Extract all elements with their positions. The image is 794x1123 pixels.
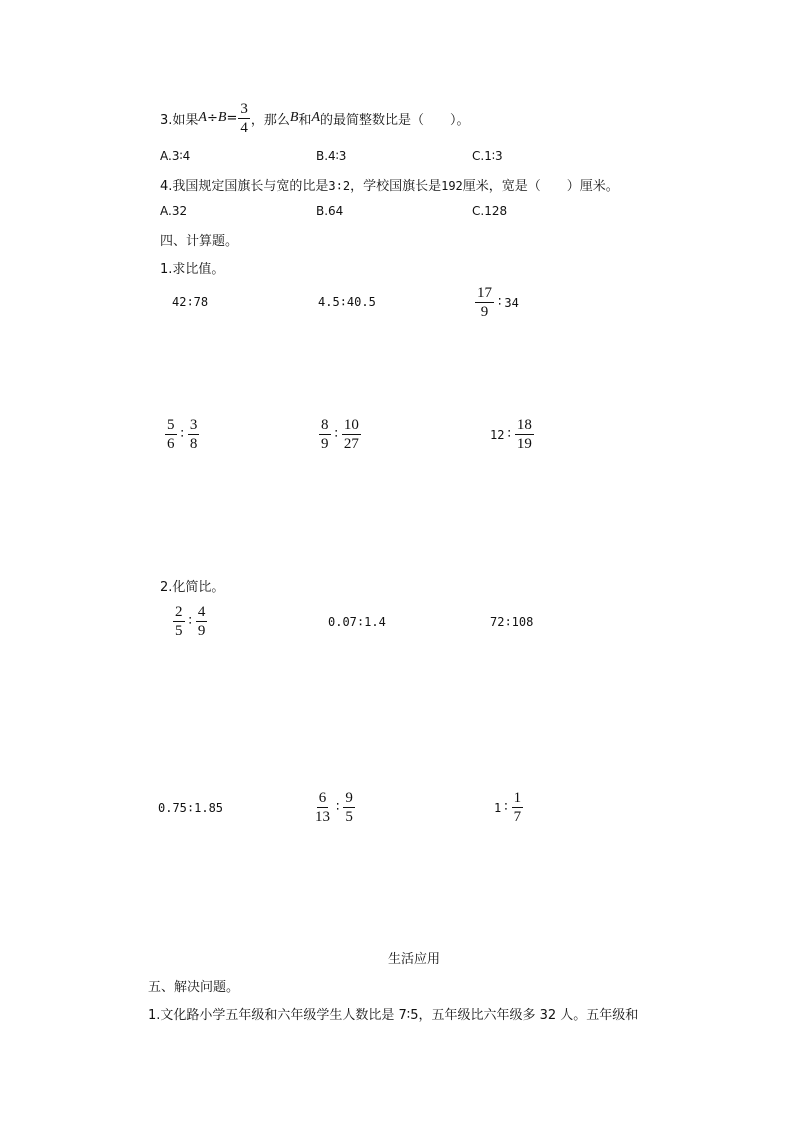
denominator: 19 [516,436,532,452]
calc2-expr-4: 0.75∶1.85 [158,801,224,815]
q3-option-a[interactable]: A.3∶4 [160,149,191,163]
q3-frac-numerator: 3 [240,100,248,117]
fraction [343,789,355,826]
section-5-title: 五、解决问题。 [148,980,240,995]
calc2-expr-1 [172,603,208,640]
denominator: 9 [321,436,329,452]
numerator: 8 [321,417,329,433]
question-4 [160,175,619,194]
q3-frac-denominator: 4 [240,119,248,136]
colon: ∶ [336,800,340,815]
numerator: 5 [167,417,175,433]
denominator: 6 [167,436,175,452]
q3-suffix: 的最简整数比是（ ）。 [320,112,470,128]
problem-1-text: 1.文化路小学五年级和六年级学生人数比是 7∶5，五年级比六年级多 32 人。五年级和 [148,1008,639,1023]
calc1-expr-3 [474,284,519,321]
denominator: 9 [197,623,206,639]
q4-option-c[interactable]: C.128 [472,204,508,218]
q4-number: 192 [441,179,463,193]
q3-option-b[interactable]: B.4∶3 [316,149,347,163]
denominator: 27 [343,436,359,452]
q3-eq-sign: = [226,110,238,126]
q4-text-c: 厘米，宽是（ ）厘米。 [462,179,619,194]
numerator: 1 [513,790,522,806]
fraction [342,416,361,453]
q3-prefix: 3.如果 [160,112,199,128]
numerator: 2 [175,604,183,620]
numerator: 10 [343,417,359,433]
life-heading: 生活应用 [388,952,441,967]
calc1-expr-6 [490,416,535,453]
q3-var-b2: B [289,110,299,125]
calc1-expr-2: 4.5∶40.5 [318,295,376,309]
q4-ratio: 3∶2 [328,179,351,193]
colon: ∶ [188,614,192,629]
q3-var-b: B [217,110,227,125]
q3-fraction [238,100,250,137]
question-3 [160,100,470,136]
denominator: 9 [480,304,489,320]
numerator: 6 [318,790,327,806]
calc2-expr-5 [312,789,356,826]
operand: 34 [504,295,519,310]
colon: ∶ [507,427,511,442]
denominator: 13 [315,809,330,825]
fraction [319,416,331,453]
denominator: 7 [513,809,522,825]
q3-var-a2: A [311,110,320,125]
colon: ∶ [180,427,184,442]
numerator: 17 [477,285,492,301]
denominator: 8 [189,436,198,452]
calc1-expr-4 [164,416,200,453]
fraction [512,789,524,826]
operand: 12 [490,427,505,442]
numerator: 9 [345,790,353,806]
fraction [515,416,534,453]
calc2-expr-3: 72∶108 [490,615,534,629]
fraction [188,416,200,453]
denominator: 5 [175,623,183,639]
fraction [165,416,177,453]
section-4-title: 四、计算题。 [160,234,239,249]
numerator: 18 [516,417,532,433]
calc2-expr-2: 0.07∶1.4 [328,615,386,629]
calc2-expr-6 [494,789,524,826]
colon: ∶ [498,295,502,310]
calc1-expr-5 [318,416,362,453]
calc2-title: 2.化简比。 [160,580,225,595]
colon: ∶ [504,800,508,815]
numerator: 3 [189,417,198,433]
q3-option-c[interactable]: C.1∶3 [472,149,503,163]
fraction [313,789,332,826]
denominator: 5 [345,809,353,825]
calc1-e3-fraction [475,284,494,321]
numerator: 4 [197,604,206,620]
q3-var-a: A [198,110,207,125]
q4-option-b[interactable]: B.64 [316,204,344,218]
calc1-title: 1.求比值。 [160,262,225,277]
calc1-expr-1: 42∶78 [172,295,209,309]
fraction [173,603,185,640]
q3-div-sign: ÷ [206,110,218,126]
operand: 1 [494,800,502,815]
q3-he: 和 [298,112,312,128]
q4-option-a[interactable]: A.32 [160,204,188,218]
q3-mid: ，那么 [250,112,290,128]
fraction [196,603,208,640]
colon: ∶ [334,427,338,442]
q4-text-b: ，学校国旗长是 [350,179,442,194]
q4-text-a: 4.我国规定国旗长与宽的比是 [160,179,329,194]
